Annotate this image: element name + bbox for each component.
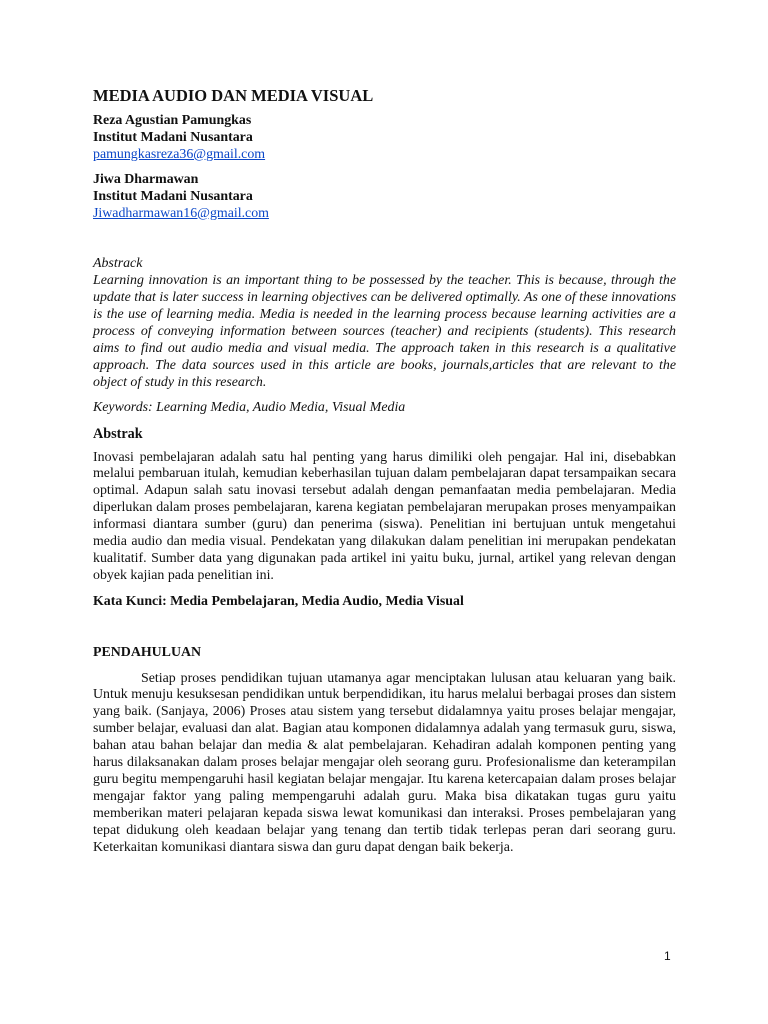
keywords-english: Keywords: Learning Media, Audio Media, Visual Media xyxy=(93,399,406,415)
author-email-link[interactable]: pamungkasreza36@gmail.com xyxy=(93,146,266,162)
paper-title: MEDIA AUDIO DAN MEDIA VISUAL xyxy=(93,86,374,105)
section-title: PENDAHULUAN xyxy=(93,644,202,660)
author-affiliation: Institut Madani Nusantara xyxy=(93,188,253,204)
section-paragraph: Setiap proses pendidikan tujuan utamanya agar menciptakan lulusan atau keluaran yang baik. Untuk menuju kesuksesan pendidikan untuk berpendidikan, itu harus melalui berbagai proses dan sistem yang baik. (Sanjaya, 2006) Proses atau sistem yang tersebut didalamnya yaitu proses belajar mengajar, sumber belajar, evaluasi dan alat. Bagian atau komponen didalamnya adalah yang termasuk guru, siswa, bahan atau bahan belajar dan media & alat pembelajaran. Kehadiran adalah komponen penting yang harus dilaksanakan dalam proses belajar mengajar oleh seorang guru. Profesionalisme dan keterampilan guru begitu mempengaruhi hasil kegiatan belajar mengajar. Itu karena ketercapaian dalam proses belajar mengajar faktor yang paling mempengaruhi adalah guru. Maka bisa dikatakan tugas guru yaitu memberikan materi pelajaran kepada siswa lewat komunikasi dan interaksi. Proses pembelajaran yang tepat didukung oleh keadaan belajar yang tenang dan tertib tidak terlepas peran dari seorang guru. Keterkaitan komunikasi diantara siswa dan guru dapat dengan baik bekerja. xyxy=(93,670,676,855)
paper-content xyxy=(93,86,676,857)
page-number: 1 xyxy=(664,949,671,963)
abstract-english-label: Abstrack xyxy=(93,256,143,272)
abstract-indonesian-heading: Abstrak xyxy=(93,425,143,442)
author-name: Reza Agustian Pamungkas xyxy=(93,113,252,128)
keywords-indonesian: Kata Kunci: Media Pembelajaran, Media Audio, Media Visual xyxy=(93,593,464,609)
author-affiliation: Institut Madani Nusantara xyxy=(93,129,253,145)
author-block-2 xyxy=(93,172,676,223)
author-email-link[interactable]: Jiwadharmawan16@gmail.com xyxy=(93,205,269,221)
author-block-1 xyxy=(93,113,676,164)
abstract-indonesian-text: Inovasi pembelajaran adalah satu hal penting yang harus dimiliki oleh pengajar. Hal ini, disebabkan melalui pembaruan itulah, kemudian keberhasilan tujuan dalam pembelajaran dapat tersampaikan secara optimal. Adapun salah satu inovasi tersebut adalah dengan pemanfaatan media pembelajaran. Media diperlukan dalam proses pembelajaran, karena kegiatan pembelajaran merupakan proses menyampaikan informasi diantara sumber (guru) dan penerima (siswa). Penelitian ini bertujuan untuk mengetahui media audio dan media visual. Pendekatan yang dilakukan dalam penelitian ini merupakan pendekatan kualitatif. Sumber data yang digunakan pada artikel ini yaitu buku, jurnal, artikel yang relevan dengan obyek kajian pada penelitian ini. xyxy=(93,449,676,583)
author-name: Jiwa Dharmawan xyxy=(93,171,199,187)
abstract-english-text: Learning innovation is an important thing to be possessed by the teacher. This is because, through the update that is later success in learning objectives can be delivered optimally. As one of these innovations is the use of learning media. Media is needed in the learning process because learning activities are a process of conveying information between sources (teacher) and recipients (students). This research aims to find out audio media and visual media. The approach taken in this research is a qualitative approach. The data sources used in this article are books, journals,articles that are relevant to the object of study in this research. xyxy=(93,273,676,390)
abstract-english xyxy=(93,256,676,391)
